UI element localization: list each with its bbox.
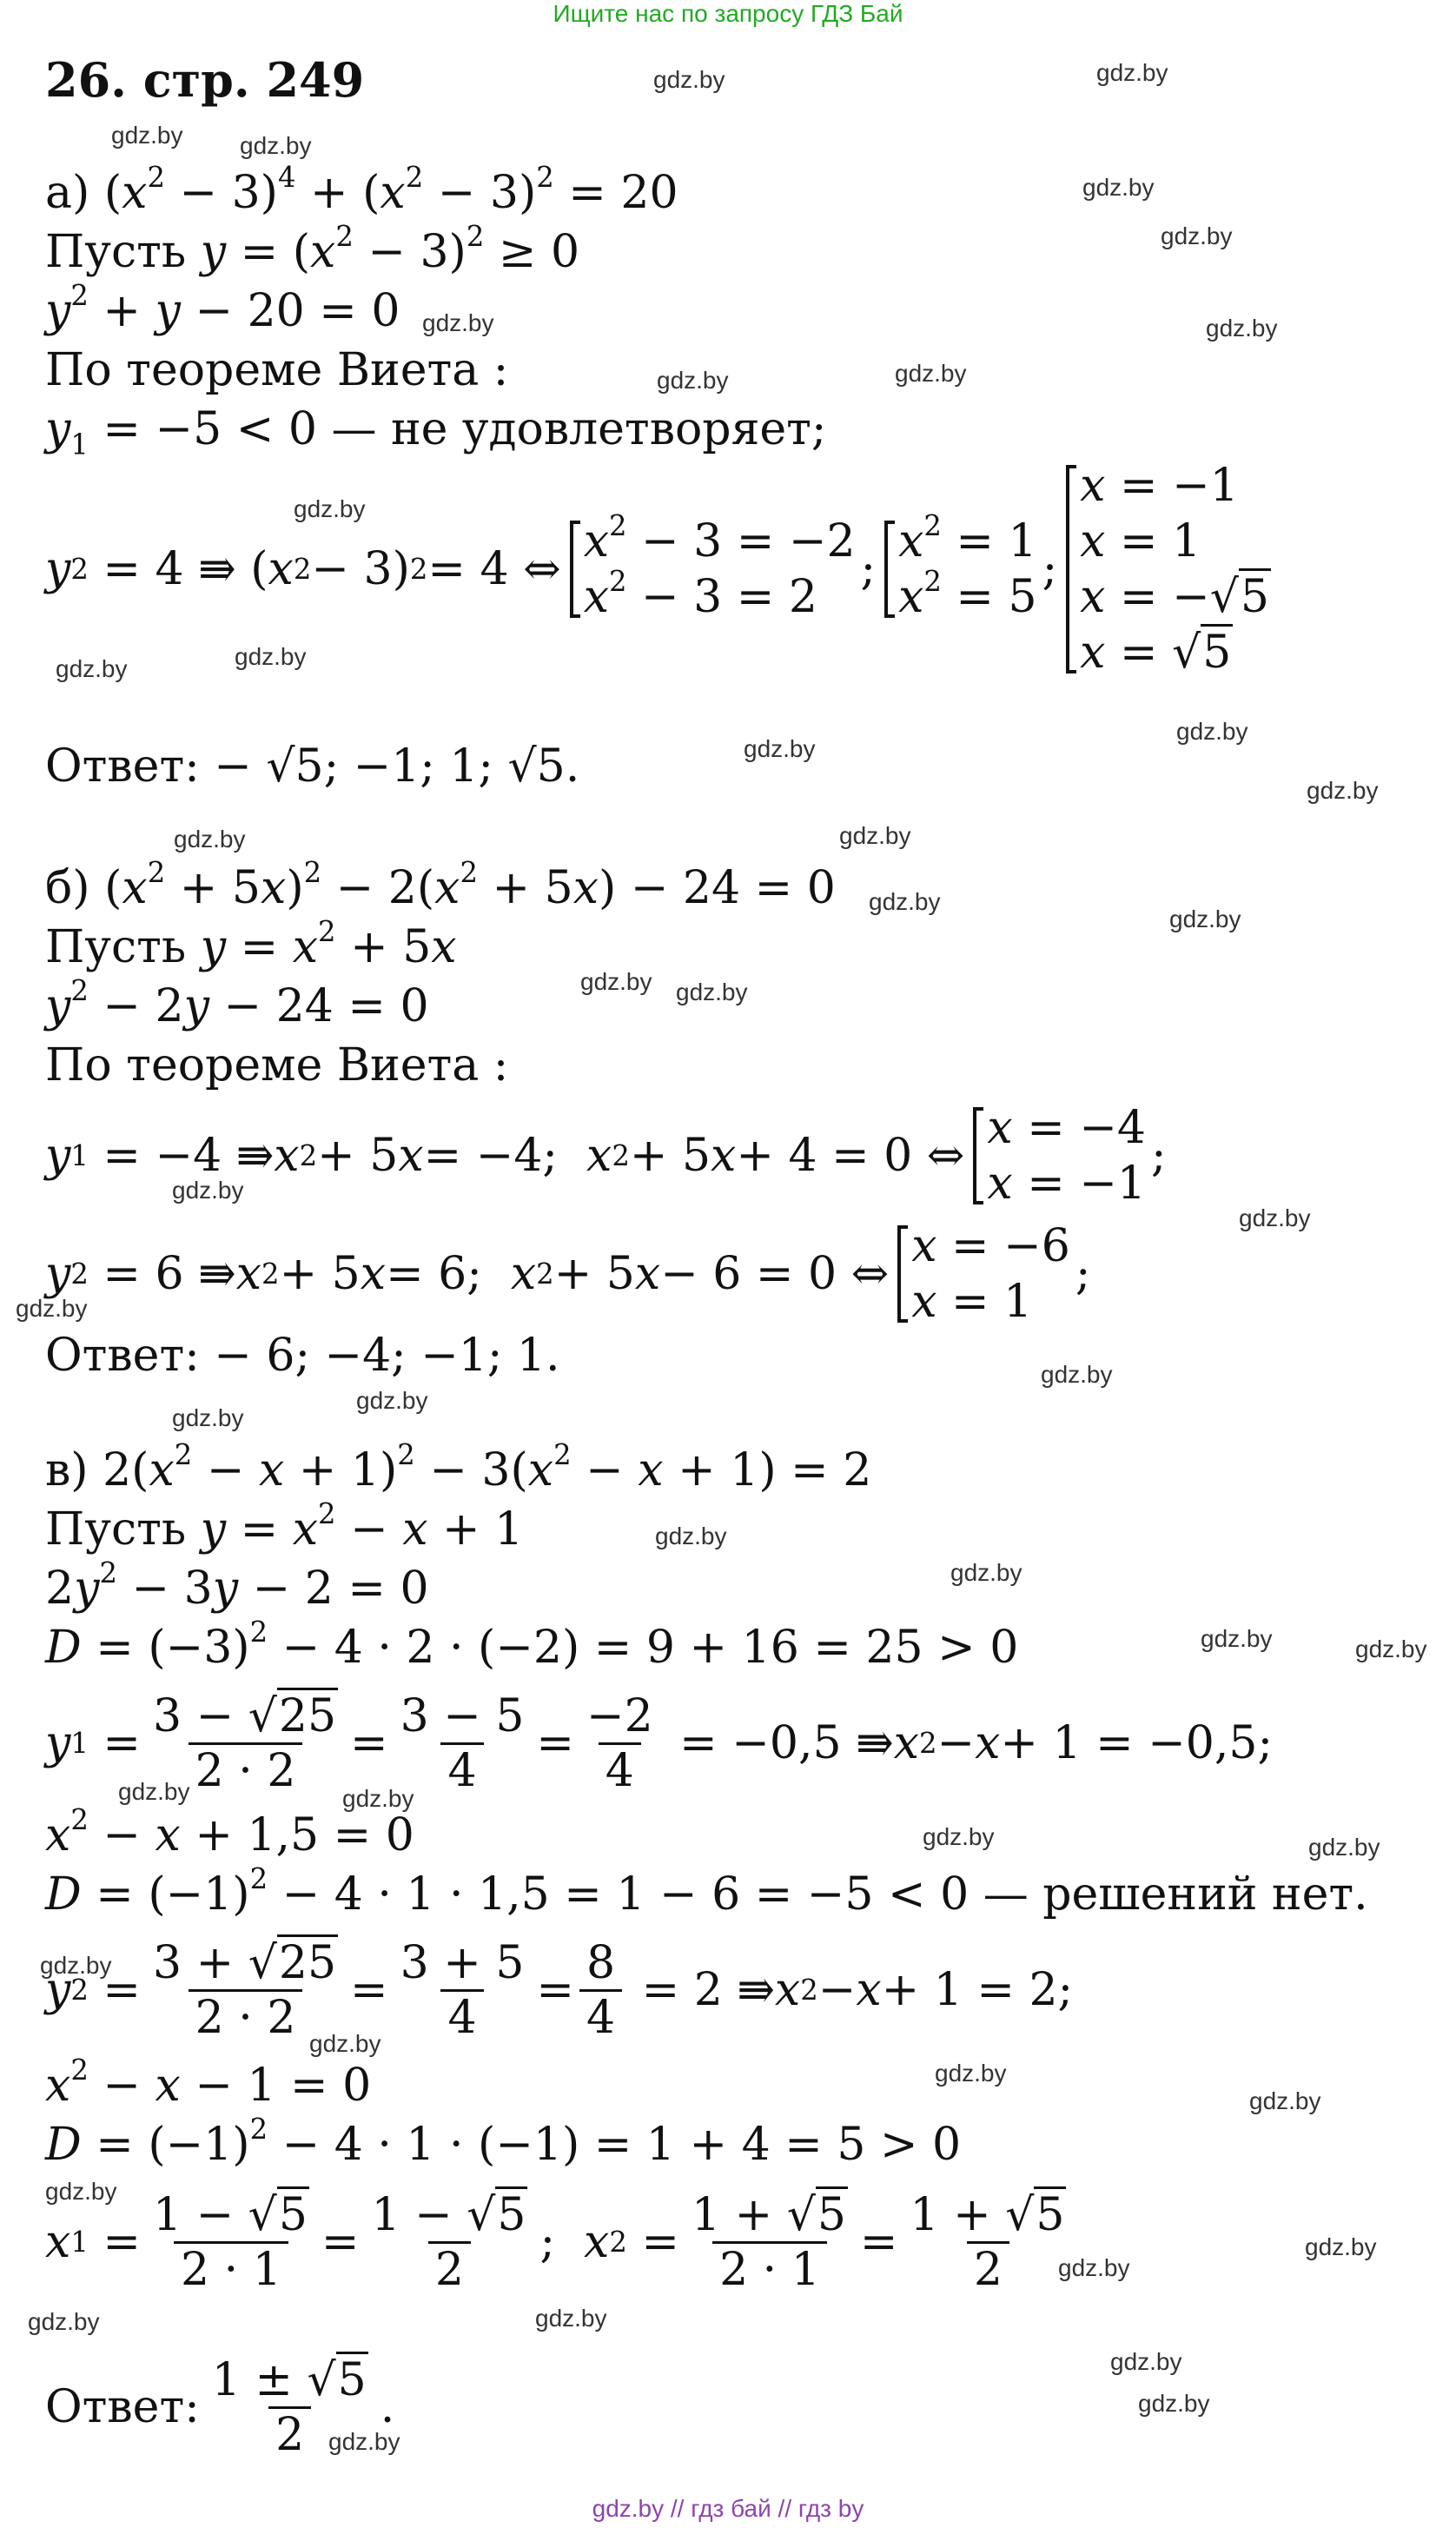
- part-c-quadratic: $2y^2 - 3y - 2 = 0$: [45, 1556, 429, 1615]
- watermark: gdz.by: [1308, 1834, 1380, 1861]
- watermark: gdz.by: [1161, 222, 1233, 249]
- watermark: gdz.by: [839, 822, 911, 849]
- watermark: gdz.by: [1249, 2087, 1321, 2114]
- part-a-root-2: y 2 = 4 ⇛ ( x 2 − 3) 2 = 4 ⇔ $x^2 - 3 = -2$ $x^2 - 3 = 2$ ; $x^2 = 1$ $x^2 = 5$ ; x = −1 x = 1 x = −√5 x = √5: [45, 460, 1269, 679]
- system-b-1: x = −4 x = −1: [970, 1100, 1146, 1211]
- footer-links[interactable]: gdz.by // гдз бай // гдз by: [592, 2495, 864, 2522]
- watermark: gdz.by: [1058, 2254, 1130, 2281]
- watermark: gdz.by: [1239, 1204, 1311, 1231]
- watermark: gdz.by: [1305, 2233, 1377, 2260]
- part-c-root-y2: y 2 = $\frac{3 + √25}{2 \cdot 2}$ = $\frac{3 + 5}{4}$ = $\frac{8}{4}$ = 2 ⇛ x 2 − x + 1 = 2;: [45, 1929, 1073, 2051]
- watermark: gdz.by: [1206, 315, 1278, 342]
- watermark: gdz.by: [950, 1559, 1023, 1586]
- part-a-quadratic: $y^2 + y - 20 = 0$: [45, 278, 400, 337]
- part-c-equation: в) $2(x^2 - x + 1)^2 - 3(x^2 - x + 1) = 2$: [45, 1437, 872, 1496]
- watermark: gdz.by: [535, 2305, 607, 2332]
- system-a-2: $x^2 = 1$ $x^2 = 5$: [881, 514, 1037, 625]
- part-b-vieta: По теореме Виета :: [45, 1039, 509, 1091]
- watermark: gdz.by: [580, 968, 652, 995]
- watermark: gdz.by: [1096, 59, 1168, 86]
- watermark: gdz.by: [28, 2308, 100, 2335]
- watermark: gdz.by: [1041, 1361, 1113, 1388]
- watermark: gdz.by: [655, 1523, 727, 1549]
- watermark: gdz.by: [235, 643, 307, 670]
- watermark: gdz.by: [895, 360, 967, 387]
- part-a-equation: а) $(x^2 - 3)^4 + (x^2 - 3)^2 = 20$: [45, 160, 678, 219]
- watermark: gdz.by: [1082, 174, 1155, 201]
- part-b-substitution: Пусть $y = x^2 + 5x$: [45, 914, 457, 973]
- watermark: gdz.by: [676, 979, 748, 1005]
- part-b-answer: Ответ: − 6; −4; −1; 1.: [45, 1330, 560, 1382]
- top-banner[interactable]: Ищите нас по запросу ГДЗ Бай: [553, 0, 903, 27]
- part-b-root-2: y 2 = 6 ⇛ x 2 + 5 x = 6; x 2 + 5 x − 6 = 0 ⇔ x = −6 x = 1 ;: [45, 1220, 1091, 1328]
- watermark: gdz.by: [1176, 718, 1248, 745]
- watermark: gdz.by: [56, 655, 128, 682]
- watermark: gdz.by: [40, 1952, 112, 1979]
- watermark: gdz.by: [111, 122, 183, 149]
- watermark: gdz.by: [309, 2030, 381, 2057]
- part-a-vieta: По теореме Виета :: [45, 344, 509, 396]
- watermark: gdz.by: [657, 367, 729, 394]
- part-c-equation-3: $x^2 - x - 1 = 0$: [45, 2053, 372, 2112]
- watermark: gdz.by: [294, 495, 366, 522]
- part-a-root-1: $y_1 = -5 < 0$ — не удовлетворяет;: [45, 403, 827, 461]
- part-c-discriminant-2: $D = (-1)^2 - 4 \cdot 1 \cdot 1,5 = 1 - 6 = -5 < 0$ — решений нет.: [45, 1861, 1368, 1921]
- watermark: gdz.by: [342, 1785, 414, 1812]
- watermark: gdz.by: [869, 888, 941, 915]
- part-a-label: а): [45, 167, 90, 219]
- part-b-equation: б) $(x^2 + 5x)^2 - 2(x^2 + 5x) - 24 = 0$: [45, 855, 836, 914]
- watermark: gdz.by: [356, 1387, 428, 1414]
- watermark: gdz.by: [744, 735, 816, 762]
- watermark: gdz.by: [240, 132, 312, 159]
- watermark: gdz.by: [328, 2428, 400, 2455]
- part-a-answer: Ответ: − √5; −1; 1; √5.: [45, 740, 580, 793]
- watermark: gdz.by: [174, 826, 246, 853]
- page-title: 26. стр. 249: [45, 52, 365, 108]
- watermark: gdz.by: [1138, 2390, 1210, 2417]
- watermark: gdz.by: [16, 1295, 88, 1322]
- part-c-discriminant: $D = (-3)^2 - 4 \cdot 2 \cdot (-2) = 9 + 16 = 25 > 0$: [45, 1615, 1019, 1674]
- part-a-substitution: Пусть $y = (x^2 - 3)^2 \ge 0$: [45, 219, 580, 278]
- part-c-roots-x: x 1 = $\frac{1 - √5}{2 \cdot 1}$ = $\frac{1 - √5}{2}$ ; x 2 = $\frac{1 + √5}{2 \cdot 1}$ = $\frac{1 + √5}{2}$: [45, 2181, 1078, 2303]
- system-b-2: x = −6 x = 1: [894, 1218, 1070, 1330]
- part-c-root-y1: y 1 = $\frac{3 - √25}{2 \cdot 2}$ = $\frac{3 - 5}{4}$ = $\frac{-2}{4}$ = −0,5 ⇛ x 2 − x + 1 = −0,5;: [45, 1682, 1273, 1804]
- watermark: gdz.by: [653, 66, 725, 93]
- watermark: gdz.by: [935, 2060, 1007, 2087]
- part-c-answer: Ответ: $\frac{1 \pm √5}{2}$ .: [45, 2346, 394, 2468]
- watermark: gdz.by: [45, 2178, 117, 2205]
- system-a-1: $x^2 - 3 = -2$ $x^2 - 3 = 2$: [566, 514, 856, 625]
- watermark: gdz.by: [1201, 1625, 1273, 1652]
- watermark: gdz.by: [923, 1823, 995, 1850]
- part-b-quadratic: $y^2 - 2y - 24 = 0$: [45, 973, 429, 1032]
- part-b-root-1: y 1 = −4 ⇛ x 2 + 5 x = −4; x 2 + 5 x + 4 = 0 ⇔ x = −4 x = −1 ;: [45, 1102, 1167, 1210]
- watermark: gdz.by: [1110, 2348, 1182, 2375]
- watermark: gdz.by: [1169, 906, 1241, 932]
- part-c-discriminant-3: $D = (-1)^2 - 4 \cdot 1 \cdot (-1) = 1 + 4 = 5 > 0$: [45, 2112, 962, 2171]
- watermark: gdz.by: [172, 1404, 244, 1431]
- part-c-substitution: Пусть $y = x^2 - x + 1$: [45, 1496, 524, 1556]
- watermark: gdz.by: [422, 309, 494, 336]
- watermark: gdz.by: [1307, 777, 1379, 804]
- part-c-equation-2: $x^2 - x + 1,5 = 0$: [45, 1802, 414, 1861]
- watermark: gdz.by: [118, 1778, 190, 1805]
- system-a-3: x = −1 x = 1 x = −√5 x = √5: [1062, 458, 1271, 680]
- watermark: gdz.by: [1355, 1636, 1427, 1662]
- watermark: gdz.by: [172, 1177, 244, 1204]
